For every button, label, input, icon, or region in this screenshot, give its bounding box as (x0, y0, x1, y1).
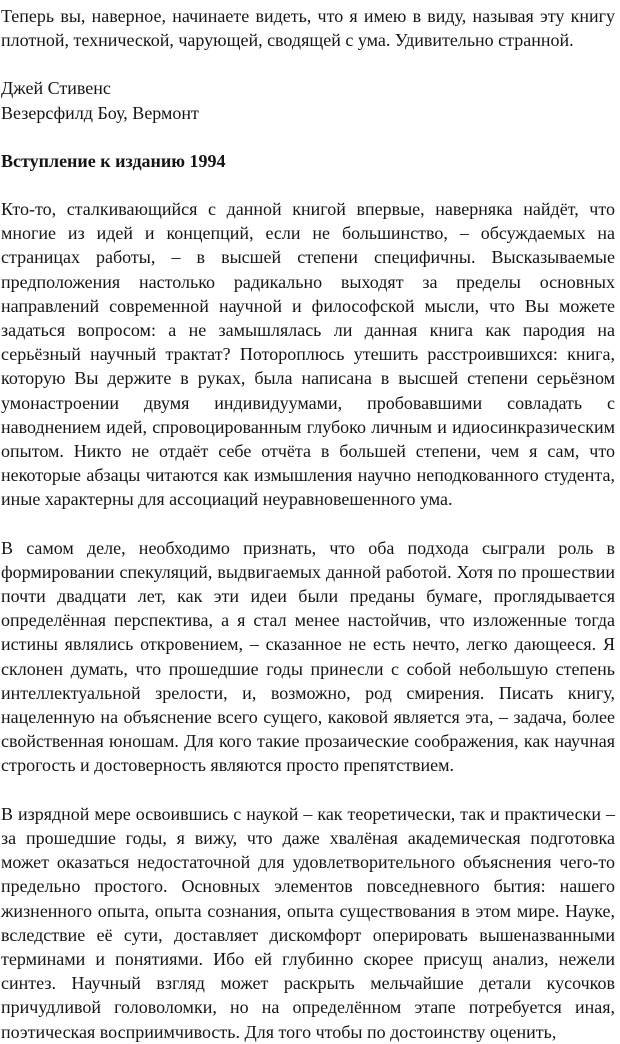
signature-location: Везерсфилд Боу, Вермонт (1, 102, 199, 123)
body-paragraph-1: Кто-то, сталкивающийся с данной книгой впервые, наверняка найдёт, что многие из идей и концепций, если не большинство, – обсуждаемых на страницах работы, – в высшей степени специфичны. Высказываемые предположения настолько радикально выходят за пределы основных направлений современной научной и философской мысли, что Вы можете задаться вопросом: а не замышлялась ли данная книга как пародия на серьёзный научный трактат? Потороплюсь утешить расстроившихся: книга, которую Вы держите в руках, была написана в высшей степени серьёзном умонастроении двумя индивидуумами, пробовавшими совладать с наводнением идей, спровоцированным глубоко личным и идиосинкразическим опытом. Никто не отдаёт себе отчёта в большей степени, чем я сам, что некоторые абзацы читаются как измышления научно неподкованного студента, иные характерны для ассоциаций неуравновешенного ума. (1, 199, 615, 510)
body-paragraph-3: В изрядной мере освоившись с наукой – как теоретически, так и практически – за прошедшие годы, я вижу, что даже хвалёная академическая подготовка может оказаться недостаточной для удовлетворительного объяснения чего-то предельно простого. Основных элементов повседневного бытия: нашего жизненного опыта, опыта сознания, опыта существования в этом мире. Науке, вследствие её сути, доставляет дискомфорт оперировать вышеназванными терминами и понятиями. Ибо ей глубинно скорее присущ анализ, нежели синтез. Научный взгляд может раскрыть мельчайшие детали кусочков причудливой головоломки, но на определённом этапе потребуется иная, поэтическая восприимчивость. Для того чтобы по достоинству оценить, (1, 803, 615, 1042)
signature-author: Джей Стивенс (1, 78, 111, 99)
intro-paragraph: Теперь вы, наверное, начинаете видеть, что я имею в виду, называя эту книгу плотной, технической, чарующей, сводящей с ума. Удивительно странной. (1, 6, 615, 51)
section-heading: Вступление к изданию 1994 (1, 150, 226, 171)
body-paragraph-2: В самом деле, необходимо признать, что оба подхода сыграли роль в формировании спекуляций, выдвигаемых данной работой. Хотя по прошествии почти двадцати лет, как эти идеи были преданы бумаге, проглядывается определённая перспектива, а я стал менее настойчив, что изложенные тогда истины являлись откровением, – сказанное не есть нечто, легко дающееся. Я склонен думать, что прошедшие годы принесли с собой небольшую степень интеллектуальной зрелости, и, возможно, род смирения. Писать книгу, нацеленную на объяснение всего сущего, каковой является эта, – задача, более свойственная юношам. Для кого такие прозаические соображения, как научная строгость и достоверность являются просто препятствием. (1, 537, 615, 776)
signature-block (1, 76, 615, 124)
